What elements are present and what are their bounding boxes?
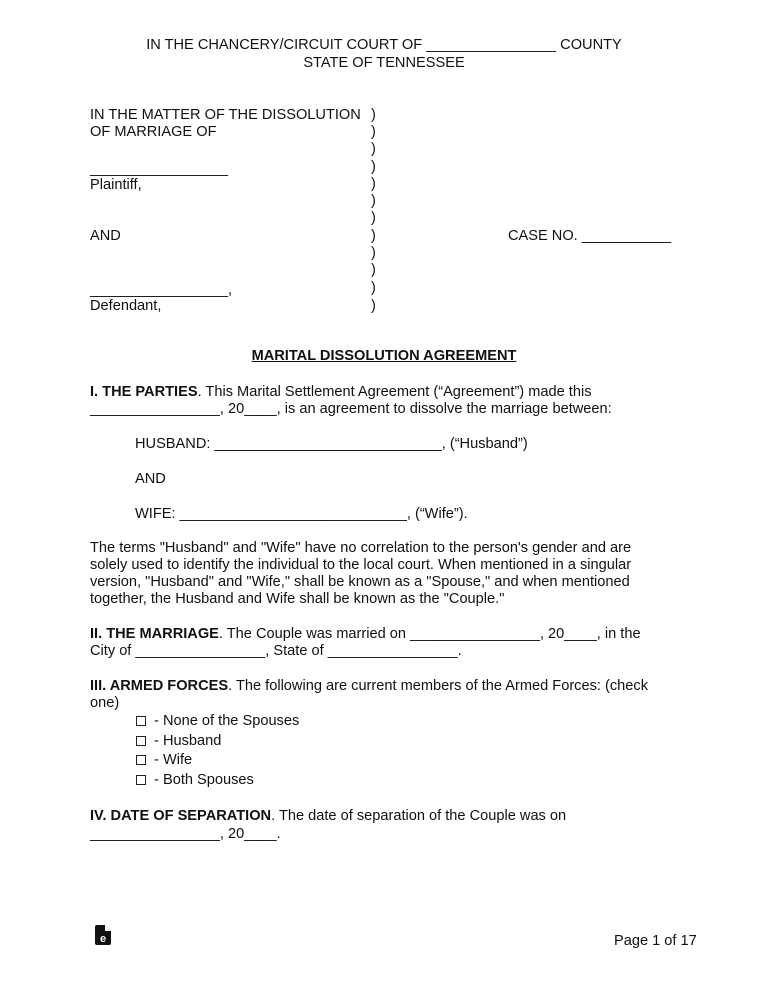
page-number: Page 1 of 17: [614, 933, 697, 949]
checkbox-icon[interactable]: [136, 755, 146, 765]
section-4-line-1: [90, 808, 566, 825]
checkbox-icon[interactable]: [136, 736, 146, 746]
section-4-heading: IV. DATE OF SEPARATION: [90, 808, 272, 824]
section-1-heading: I. THE PARTIES: [90, 384, 198, 400]
caption-paren: ): [371, 176, 376, 192]
section-4-text: . The date of separation of the Couple was on: [271, 808, 567, 824]
defendant-blank[interactable]: _________________,: [90, 282, 233, 298]
and-label: AND: [90, 228, 121, 244]
plaintiff-label: Plaintiff,: [90, 177, 142, 193]
caption-paren: ): [371, 107, 376, 123]
checkbox-icon[interactable]: [136, 716, 146, 726]
caption-paren: ): [371, 245, 376, 261]
option-label: - None of the Spouses: [150, 713, 300, 729]
court-line: IN THE CHANCERY/CIRCUIT COURT OF ________________ COUNTY: [146, 37, 622, 53]
caption-paren: ): [371, 210, 376, 226]
section-2-text: . The Couple was married on ________________, 20____, in the: [218, 626, 641, 642]
option-both[interactable]: [136, 772, 254, 789]
defendant-label: Defendant,: [90, 298, 162, 314]
plaintiff-blank[interactable]: _________________: [90, 161, 228, 177]
section-2-heading: II. THE MARRIAGE: [90, 626, 219, 642]
caption-paren: ): [371, 141, 376, 157]
option-wife[interactable]: [136, 752, 192, 769]
matter-line-1: IN THE MATTER OF THE DISSOLUTION: [90, 107, 361, 123]
caption-paren: ): [371, 262, 376, 278]
terms-line-2: solely used to identify the individual to the local court. When mentioned in a singular: [90, 557, 632, 573]
caption-paren: ): [371, 228, 376, 244]
document-logo-icon: [94, 924, 112, 946]
caption-paren: ): [371, 193, 376, 209]
option-label: - Wife: [150, 752, 193, 768]
and-connector: AND: [135, 471, 166, 487]
svg-text:e: e: [99, 933, 107, 945]
section-4-line-2[interactable]: ________________, 20____.: [90, 826, 281, 842]
terms-line-3: version, "Husband" and "Wife," shall be known as a "Spouse," and when mentioned: [90, 574, 630, 590]
terms-line-4: together, the Husband and Wife shall be known as the "Couple.": [90, 591, 505, 607]
caption-paren: ): [371, 159, 376, 175]
matter-line-2: OF MARRIAGE OF: [90, 124, 217, 140]
section-3-line-2: one): [90, 695, 120, 711]
wife-field[interactable]: WIFE: ____________________________, (“Wife”).: [135, 506, 468, 522]
option-husband[interactable]: [136, 733, 221, 750]
terms-line-1: The terms "Husband" and "Wife" have no correlation to the person's gender and are: [90, 540, 632, 556]
section-1-text: . This Marital Settlement Agreement (“Agreement”) made this: [197, 384, 592, 400]
husband-field[interactable]: HUSBAND: ____________________________, (“Husband”): [135, 436, 528, 452]
state-line: STATE OF TENNESSEE: [303, 55, 465, 71]
section-3-text: . The following are current members of the Armed Forces: (check: [228, 678, 648, 694]
option-label: - Both Spouses: [150, 772, 254, 788]
option-none[interactable]: [136, 713, 299, 730]
section-3-line-1: [90, 678, 648, 695]
section-3-heading: III. ARMED FORCES: [90, 678, 229, 694]
caption-paren: ): [371, 280, 376, 296]
case-number-field[interactable]: CASE NO. ___________: [508, 228, 672, 244]
checkbox-icon[interactable]: [136, 775, 146, 785]
option-label: - Husband: [150, 733, 222, 749]
document-title: MARITAL DISSOLUTION AGREEMENT: [251, 348, 517, 364]
section-1-line-2[interactable]: ________________, 20____, is an agreement to dissolve the marriage between:: [90, 401, 612, 417]
section-2-line-2[interactable]: City of ________________, State of ________________.: [90, 643, 462, 659]
section-2-line-1[interactable]: [90, 626, 641, 643]
section-1-line-1: [90, 384, 592, 401]
caption-paren: ): [371, 298, 376, 314]
caption-paren: ): [371, 124, 376, 140]
